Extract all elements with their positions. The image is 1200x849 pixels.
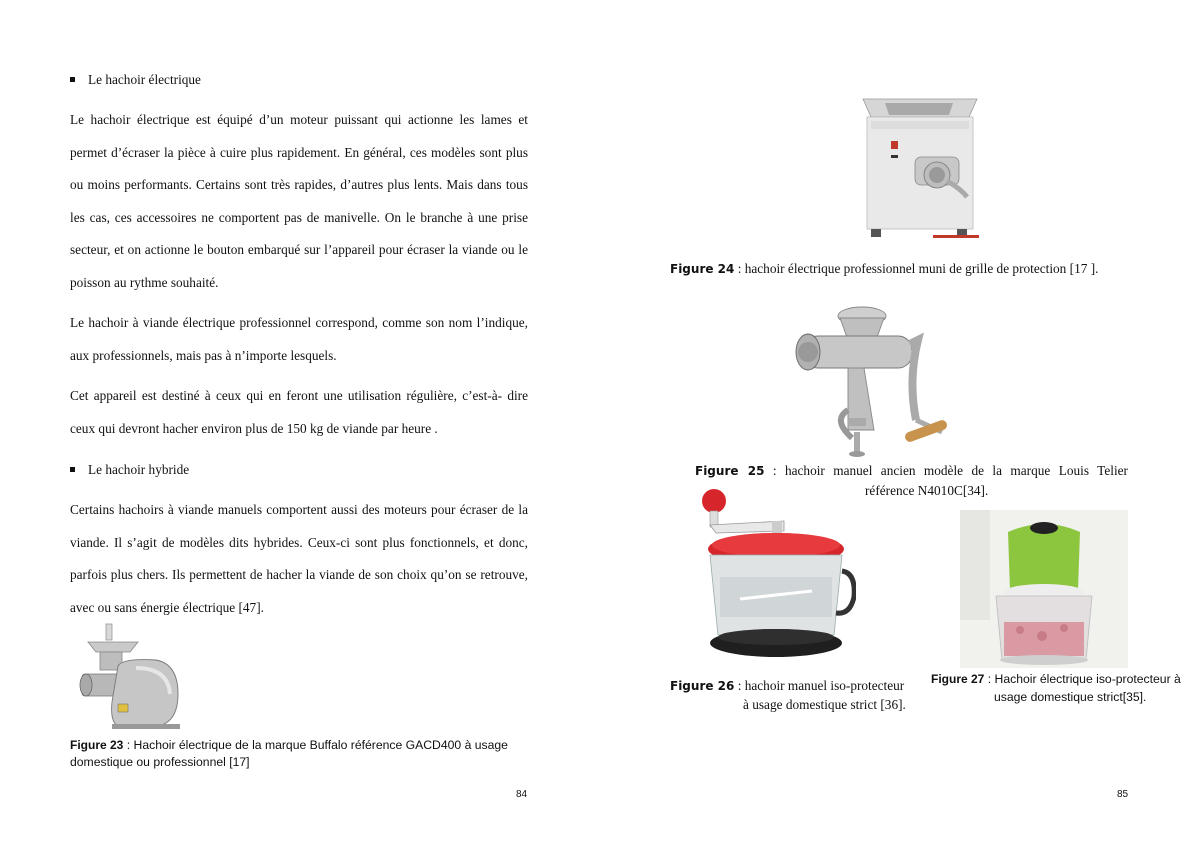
paragraph-hybrid: Certains hachoirs à viande manuels comportent aussi des moteurs pour écraser de la viande. Il s’agit de modèles dits hybrides. Ceux-ci sont plus fonctionnels, et donc, parfois plus chers. Ils permettent de hacher la viande de son choix qu’on se retrouve, avec ou sans énergie électrique [47]. [70,502,528,615]
figure-27-caption-line1 [931,671,1191,688]
page-number-left: 84 [516,789,528,800]
section-heading-hybrid-text: Le hachoir hybride [88,462,190,477]
figure-27-label: Figure 27 [931,672,985,686]
figure-25-label: Figure 25 [695,464,765,478]
figure-25-caption-line2: référence N4010C[34]. [865,483,989,498]
figure-27-text: : Hachoir électrique iso-protecteur à [984,672,1181,686]
figure-24-image [857,97,981,239]
section-heading-hybrid [70,462,189,478]
figure-25-caption-line1 [695,462,1128,480]
section-heading-electric-text: Le hachoir électrique [88,72,201,87]
figure-25-image [792,300,952,460]
figure-23-label: Figure 23 [70,738,124,752]
figure-27-image [960,510,1128,668]
figure-26-text: : hachoir manuel iso-protecteur [734,678,905,693]
page-number-right: 85 [1117,789,1129,800]
figure-26-label: Figure 26 [670,679,735,693]
figure-24-text: : hachoir électrique professionnel muni de grille de protection [17 ]. [734,261,1099,276]
figure-26-caption-line1 [670,677,920,695]
bullet-icon [70,77,75,82]
figure-23-text: : Hachoir électrique de la marque Buffalo référence GACD400 à usage domestique ou professionnel [17] [70,738,508,769]
figure-23-caption [70,737,530,771]
figure-23-image [78,622,188,732]
paragraph-usage: Cet appareil est destiné à ceux qui en feront une utilisation régulière, c’est-à- dire ceux qui devront hacher environ plus de 150 kg de viande par heure . [70,388,528,436]
figure-25-text: : hachoir manuel ancien modèle de la marque Louis Telier [764,463,1128,478]
figure-24-caption [670,260,1140,278]
figure-24-label: Figure 24 [670,262,735,276]
section-heading-electric [70,72,201,88]
bullet-icon [70,467,75,472]
paragraph-electric-description: Le hachoir électrique est équipé d’un moteur puissant qui actionne les lames et permet d’écraser la pièce à cuire plus rapidement. En général, ces modèles sont plus ou moins performants. Certains sont très rapides, d’autres plus lents. Mais dans tous les cas, ces accessoires ne comportent pas de manivelle. On le branche à une prise secteur, et on actionne le bouton embarqué sur l’appareil pour écraser la viande ou le poisson au rythme souhaité. [70,112,528,290]
paragraph-professional: Le hachoir à viande électrique professionnel correspond, comme son nom l’indique, aux professionnels, mais pas à n’importe lesquels. [70,315,528,363]
figure-26-image [700,487,856,671]
figure-27-caption-line2: usage domestique strict[35]. [994,690,1147,704]
figure-26-caption-line2: à usage domestique strict [36]. [743,697,906,712]
